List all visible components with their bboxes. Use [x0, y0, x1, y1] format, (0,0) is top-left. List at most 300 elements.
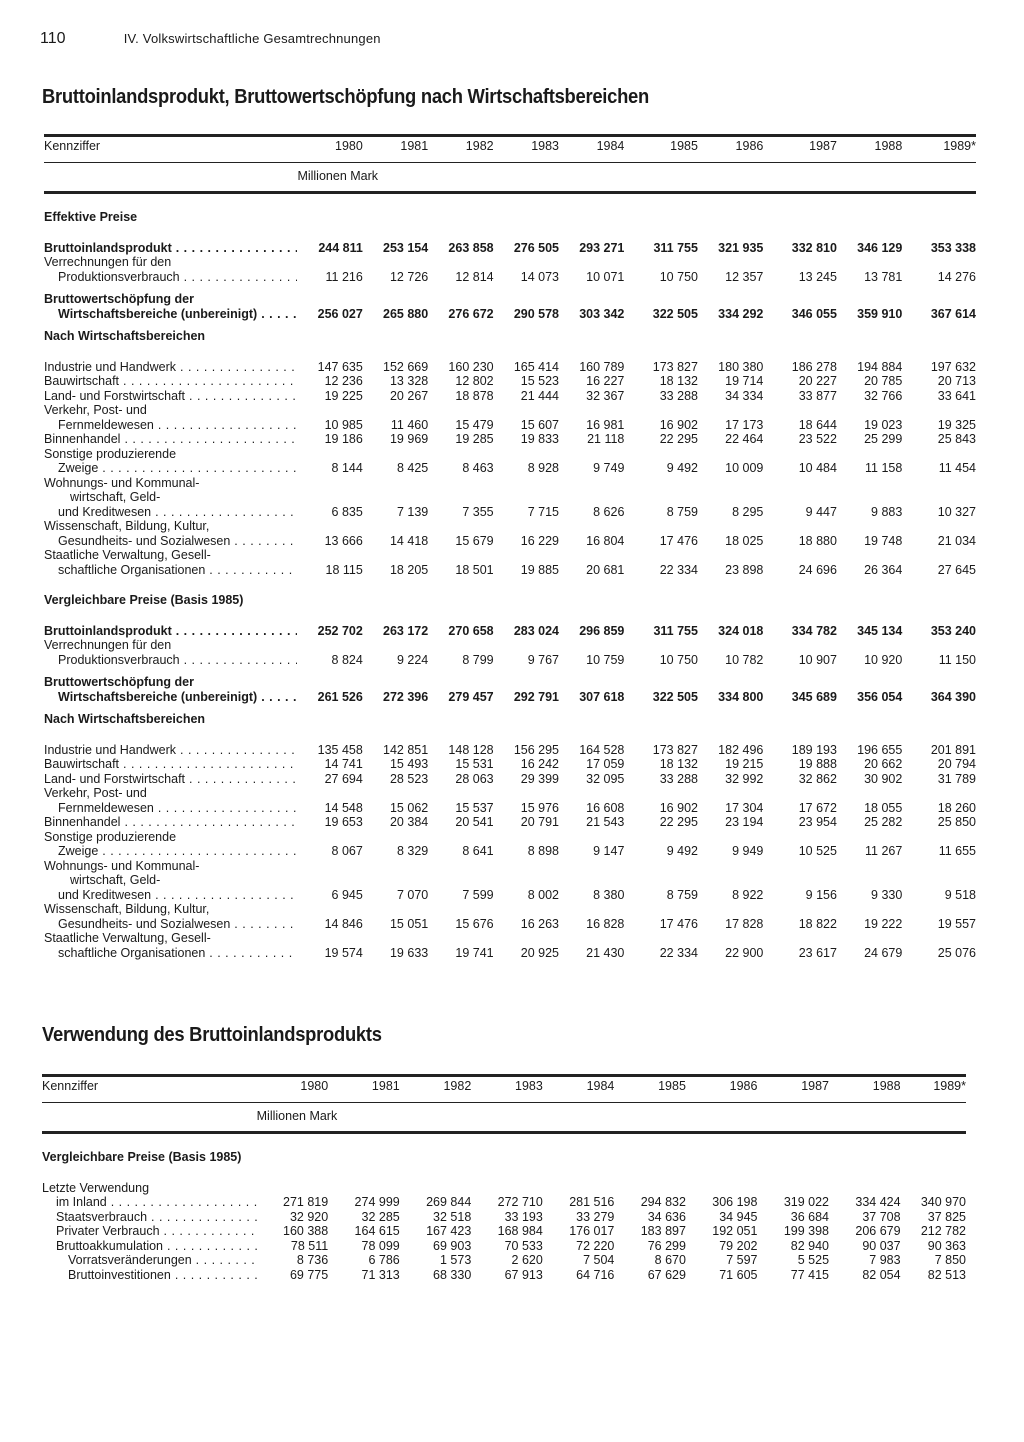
row-label: wirtschaft, Geld-: [70, 873, 161, 887]
cell-value: 272 710: [497, 1195, 543, 1209]
cell-value: 20 925: [520, 945, 559, 960]
cell-value: 8 144: [331, 461, 363, 475]
cell-value: 27 694: [324, 771, 363, 786]
row-label: Industrie und Handwerk . . .: [44, 743, 297, 758]
cell-value: 8 759: [666, 887, 698, 902]
cell-value: 19 885: [520, 562, 559, 577]
cell-value: 15 976: [520, 800, 559, 815]
subsection-heading: Nach Wirtschaftsbereichen: [44, 712, 206, 726]
cell-value: 19 888: [798, 757, 837, 771]
cell-value: 8 922: [732, 887, 764, 902]
cell-value: 176 017: [569, 1224, 615, 1238]
cell-value: 261 526: [317, 689, 363, 704]
cell-value: 32 518: [433, 1209, 472, 1224]
cell-value: 22 464: [725, 432, 764, 446]
cell-value: 21 118: [587, 432, 625, 446]
cell-value: 8 295: [732, 504, 764, 519]
year-header: 1984: [543, 1076, 615, 1103]
cell-value: 18 025: [725, 533, 764, 548]
cell-value: 160 230: [448, 359, 494, 374]
cell-value: 29 399: [520, 771, 559, 786]
cell-value: 34 334: [725, 388, 764, 403]
cell-value: 67 913: [504, 1267, 543, 1282]
row-label: Gesundheits- und Sozialwesen . . .: [44, 534, 297, 549]
cell-value: 90 037: [862, 1238, 901, 1253]
cell-value: 82 513: [927, 1267, 966, 1282]
cell-value: 20 662: [864, 757, 903, 771]
row-label: Wissenschaft, Bildung, Kultur,: [44, 902, 210, 916]
cell-value: 11 150: [938, 652, 976, 667]
cell-value: 18 132: [659, 757, 698, 771]
row-label: Verrechnungen für den: [44, 638, 172, 652]
cell-value: 16 981: [586, 417, 625, 432]
cell-value: 16 242: [520, 757, 559, 771]
table-row: [44, 403, 976, 432]
cell-value: 13 245: [798, 269, 837, 284]
cell-value: 19 215: [725, 757, 764, 771]
cell-value: 322 505: [652, 689, 698, 704]
cell-value: 173 827: [652, 359, 698, 374]
cell-value: 19 023: [864, 417, 903, 432]
row-label: wirtschaft, Geld-: [70, 490, 161, 504]
cell-value: 11 454: [938, 461, 976, 475]
cell-value: 9 156: [805, 887, 837, 902]
cell-value: 31 789: [937, 771, 976, 786]
cell-value: 13 666: [324, 533, 363, 548]
row-label: Bruttoakkumulation . . .: [42, 1239, 257, 1254]
running-head: IV. Volkswirtschaftliche Gesamtrechnungen: [123, 31, 381, 46]
section-title-verwendung: Verwendung des Bruttoinlandsprodukts: [42, 1024, 382, 1046]
row-label: Vorratsveränderungen . . .: [42, 1253, 257, 1268]
cell-value: 8 002: [527, 887, 559, 902]
cell-value: 303 342: [579, 306, 625, 321]
subsection-heading: Nach Wirtschaftsbereichen: [44, 329, 206, 343]
cell-value: 142 851: [383, 742, 429, 757]
cell-value: 306 198: [712, 1195, 758, 1209]
cell-value: 353 240: [930, 623, 976, 638]
cell-value: 194 884: [857, 359, 903, 374]
cell-value: 10 750: [659, 652, 698, 667]
cell-value: 311 755: [653, 623, 698, 638]
cell-value: 201 891: [930, 742, 976, 757]
cell-value: 13 328: [389, 374, 429, 388]
year-header: 1981: [363, 136, 428, 163]
cell-value: 18 501: [455, 562, 494, 577]
cell-value: 67 629: [647, 1267, 686, 1282]
cell-value: 19 969: [389, 432, 429, 446]
cell-value: 25 850: [937, 815, 976, 829]
cell-value: 8 626: [593, 504, 625, 519]
cell-value: 7 355: [462, 504, 494, 519]
cell-value: 8 463: [462, 461, 494, 475]
table-row: [42, 1181, 966, 1210]
year-header: 1986: [686, 1076, 758, 1103]
row-label: Land- und Forstwirtschaft . . .: [44, 772, 297, 787]
cell-value: 7 599: [462, 887, 494, 902]
cell-value: 20 541: [455, 815, 494, 829]
cell-value: 340 970: [920, 1195, 966, 1209]
cell-value: 345 689: [791, 689, 837, 704]
cell-value: 15 537: [455, 800, 494, 815]
cell-value: 6 945: [331, 887, 363, 902]
cell-value: 20 267: [389, 388, 429, 403]
cell-value: 33 193: [504, 1209, 543, 1224]
table-row: [44, 292, 976, 321]
cell-value: 199 398: [783, 1224, 830, 1238]
cell-value: 20 681: [586, 562, 625, 577]
kennziffer-label: Kennziffer: [44, 136, 297, 163]
cell-value: 10 920: [864, 652, 903, 667]
cell-value: 18 205: [389, 562, 429, 577]
cell-value: 272 396: [383, 689, 429, 704]
cell-value: 15 607: [520, 417, 559, 432]
cell-value: 34 945: [719, 1209, 758, 1224]
cell-value: 173 827: [652, 742, 698, 757]
cell-value: 10 759: [586, 652, 625, 667]
row-label: schaftliche Organisationen . . .: [44, 946, 297, 961]
row-label: Bruttowertschöpfung der: [44, 675, 194, 689]
unit-row: [42, 1102, 966, 1133]
table-row: [42, 1224, 966, 1239]
cell-value: 19 222: [864, 916, 903, 931]
cell-value: 20 794: [937, 757, 976, 771]
cell-value: 9 492: [666, 461, 698, 475]
cell-value: 32 862: [798, 771, 837, 786]
cell-value: 12 814: [455, 269, 494, 284]
cell-value: 17 476: [659, 533, 698, 548]
cell-value: 19 325: [937, 417, 976, 432]
cell-value: 12 726: [389, 269, 429, 284]
cell-value: 186 278: [791, 359, 837, 374]
cell-value: 12 802: [455, 374, 494, 388]
table-row: [44, 374, 976, 389]
cell-value: 334 292: [718, 306, 764, 321]
cell-value: 13 781: [864, 269, 903, 284]
cell-value: 9 447: [805, 504, 837, 519]
cell-value: 10 071: [586, 269, 625, 284]
cell-value: 294 832: [640, 1195, 686, 1209]
cell-value: 152 669: [383, 359, 429, 374]
cell-value: 76 299: [647, 1238, 686, 1253]
cell-value: 23 617: [798, 945, 837, 960]
cell-value: 23 898: [725, 562, 764, 577]
cell-value: 9 749: [593, 461, 625, 475]
year-header: 1986: [698, 136, 763, 163]
cell-value: 25 076: [937, 945, 976, 960]
cell-value: 12 236: [324, 374, 363, 388]
cell-value: 68 330: [433, 1267, 472, 1282]
cell-value: 356 054: [857, 689, 903, 704]
row-label: Wissenschaft, Bildung, Kultur,: [44, 519, 210, 533]
table-row: [44, 786, 976, 815]
cell-value: 15 523: [520, 374, 559, 388]
cell-value: 148 128: [448, 742, 494, 757]
row-label: und Kreditwesen . . .: [44, 505, 297, 520]
row-label: Produktionsverbrauch . . .: [44, 653, 297, 668]
cell-value: 307 618: [579, 689, 625, 704]
cell-value: 283 024: [513, 623, 559, 638]
cell-value: 167 423: [426, 1224, 472, 1238]
cell-value: 189 193: [791, 742, 837, 757]
row-label: Bruttoinlandsprodukt . . .: [44, 241, 297, 256]
unit-label: Millionen Mark: [297, 162, 976, 193]
cell-value: 265 880: [383, 306, 429, 321]
cell-value: 8 759: [666, 504, 698, 519]
cell-value: 8 670: [654, 1253, 686, 1267]
cell-value: 5 525: [797, 1253, 830, 1267]
cell-value: 11 216: [325, 269, 363, 284]
row-label: Bauwirtschaft . . .: [44, 374, 297, 389]
cell-value: 22 295: [659, 815, 698, 829]
cell-value: 367 614: [930, 306, 976, 321]
cell-value: 16 902: [659, 417, 698, 432]
cell-value: 16 229: [520, 533, 559, 548]
cell-value: 20 785: [864, 374, 903, 388]
cell-value: 32 920: [289, 1209, 329, 1224]
page-header: [40, 30, 381, 48]
cell-value: 334 800: [718, 689, 764, 704]
cell-value: 183 897: [640, 1224, 686, 1238]
table-row: [44, 830, 976, 859]
cell-value: 8 380: [593, 887, 625, 902]
section-heading: Vergleichbare Preise (Basis 1985): [42, 1150, 242, 1164]
cell-value: 296 859: [579, 623, 625, 638]
cell-value: 19 741: [455, 945, 494, 960]
cell-value: 22 334: [659, 562, 698, 577]
cell-value: 16 902: [659, 800, 698, 815]
cell-value: 26 364: [864, 562, 903, 577]
cell-value: 22 334: [659, 945, 698, 960]
unit-row: [44, 162, 976, 193]
cell-value: 334 424: [855, 1195, 901, 1209]
kennziffer-label: Kennziffer: [42, 1076, 257, 1103]
row-label: Binnenhandel . . .: [44, 815, 297, 830]
cell-value: 332 810: [791, 240, 837, 255]
cell-value: 6 835: [331, 504, 363, 519]
cell-value: 18 644: [798, 417, 837, 432]
cell-value: 23 522: [798, 432, 837, 446]
row-label: Wohnungs- und Kommunal-: [44, 475, 200, 490]
cell-value: 364 390: [930, 689, 976, 704]
cell-value: 7 983: [869, 1253, 901, 1267]
cell-value: 10 009: [725, 461, 764, 475]
cell-value: 19 833: [520, 432, 559, 446]
cell-value: 16 227: [586, 374, 625, 388]
cell-value: 19 574: [324, 945, 363, 960]
cell-value: 33 877: [798, 388, 837, 403]
cell-value: 346 055: [791, 306, 837, 321]
row-label: Binnenhandel . . .: [44, 432, 297, 447]
cell-value: 8 329: [396, 844, 429, 858]
table-row: [42, 1210, 966, 1225]
cell-value: 9 330: [871, 887, 903, 902]
cell-value: 64 716: [576, 1267, 615, 1282]
cell-value: 14 846: [324, 916, 363, 931]
cell-value: 7 715: [527, 504, 559, 519]
cell-value: 9 949: [732, 844, 764, 858]
cell-value: 353 338: [930, 240, 976, 255]
row-label: Bauwirtschaft . . .: [44, 757, 297, 772]
row-label: Privater Verbrauch . . .: [42, 1224, 257, 1239]
cell-value: 20 791: [520, 815, 559, 829]
row-label: Verkehr, Post- und: [44, 403, 147, 417]
row-label: Bruttowertschöpfung der: [44, 292, 194, 306]
cell-value: 8 928: [527, 461, 559, 475]
cell-value: 16 828: [586, 916, 625, 931]
cell-value: 279 457: [448, 689, 494, 704]
cell-value: 168 984: [497, 1224, 543, 1238]
cell-value: 9 767: [527, 652, 559, 667]
cell-value: 14 741: [324, 757, 363, 771]
cell-value: 160 789: [579, 359, 625, 374]
cell-value: 14 073: [520, 269, 559, 284]
page-number: 110: [40, 30, 66, 47]
table-row: [44, 255, 976, 284]
cell-value: 82 940: [790, 1238, 830, 1253]
cell-value: 19 225: [324, 388, 363, 403]
row-label: Staatliche Verwaltung, Gesell-: [44, 931, 211, 945]
cell-value: 8 641: [462, 844, 494, 858]
row-label: Land- und Forstwirtschaft . . .: [44, 389, 297, 404]
table-row: [44, 638, 976, 667]
cell-value: 9 224: [396, 652, 429, 667]
row-label: schaftliche Organisationen . . .: [44, 563, 297, 578]
cell-value: 19 633: [389, 945, 429, 960]
cell-value: 10 750: [659, 269, 698, 284]
cell-value: 135 458: [317, 742, 363, 757]
table-row: [44, 675, 976, 704]
section-heading: Vergleichbare Preise (Basis 1985): [44, 593, 244, 607]
cell-value: 15 676: [455, 916, 494, 931]
cell-value: 24 679: [864, 945, 903, 960]
table-row: [42, 1253, 966, 1268]
cell-value: 274 999: [354, 1195, 400, 1209]
table-row: [42, 1268, 966, 1283]
cell-value: 36 684: [790, 1209, 830, 1224]
cell-value: 17 304: [725, 800, 764, 815]
row-label: Bruttoinvestitionen . . .: [42, 1268, 257, 1283]
cell-value: 82 054: [862, 1267, 901, 1282]
cell-value: 7 504: [583, 1253, 615, 1267]
cell-value: 32 766: [864, 388, 903, 403]
table-row: [44, 241, 976, 256]
cell-value: 21 034: [937, 533, 976, 548]
cell-value: 78 099: [361, 1238, 400, 1253]
row-label: Wirtschaftsbereiche (unbereinigt) . . .: [44, 690, 297, 705]
cell-value: 37 825: [927, 1209, 966, 1224]
cell-value: 19 748: [864, 533, 903, 548]
table-row: [44, 624, 976, 639]
cell-value: 6 786: [368, 1253, 400, 1267]
row-label: Produktionsverbrauch . . .: [44, 270, 297, 285]
row-label: Zweige . . .: [44, 461, 297, 476]
table-row: [44, 432, 976, 447]
cell-value: 206 679: [855, 1224, 901, 1238]
row-label: Fernmeldewesen . . .: [44, 418, 297, 433]
table-row: [44, 859, 976, 903]
cell-value: 25 843: [937, 432, 976, 446]
year-header: 1984: [559, 136, 624, 163]
year-header: 1989*: [902, 136, 976, 163]
cell-value: 9 492: [666, 844, 698, 858]
cell-value: 77 415: [790, 1267, 830, 1282]
cell-value: 269 844: [426, 1195, 472, 1209]
year-header: 1985: [624, 136, 698, 163]
cell-value: 253 154: [383, 240, 429, 255]
cell-value: 7 597: [726, 1253, 758, 1267]
cell-value: 22 900: [725, 945, 764, 960]
cell-value: 7 139: [396, 504, 429, 519]
row-label: Fernmeldewesen . . .: [44, 801, 297, 816]
cell-value: 11 460: [390, 417, 429, 432]
cell-value: 9 147: [593, 844, 625, 858]
cell-value: 33 641: [937, 388, 976, 403]
cell-value: 276 505: [513, 240, 559, 255]
cell-value: 8 067: [331, 844, 363, 858]
cell-value: 164 528: [579, 742, 625, 757]
cell-value: 147 635: [317, 359, 363, 374]
cell-value: 346 129: [857, 240, 903, 255]
cell-value: 27 645: [937, 562, 976, 577]
cell-value: 263 172: [383, 623, 429, 638]
year-header: 1985: [614, 1076, 686, 1103]
table-row: [44, 931, 976, 960]
cell-value: 19 285: [455, 432, 494, 446]
cell-value: 8 799: [462, 652, 494, 667]
cell-value: 15 062: [389, 800, 429, 815]
cell-value: 345 134: [857, 623, 903, 638]
table-row: [44, 772, 976, 787]
cell-value: 324 018: [718, 623, 764, 638]
cell-value: 196 655: [857, 742, 903, 757]
cell-value: 293 271: [579, 240, 625, 255]
cell-value: 10 907: [798, 652, 837, 667]
cell-value: 23 194: [725, 815, 764, 829]
cell-value: 18 132: [659, 374, 698, 388]
cell-value: 14 418: [389, 533, 429, 548]
cell-value: 292 791: [513, 689, 559, 704]
cell-value: 244 811: [318, 240, 363, 255]
cell-value: 9 518: [944, 887, 976, 902]
row-label: Zweige . . .: [44, 844, 297, 859]
cell-value: 276 672: [448, 306, 494, 321]
cell-value: 319 022: [783, 1195, 830, 1209]
row-label: Letzte Verwendung: [42, 1180, 150, 1195]
cell-value: 15 051: [389, 916, 429, 931]
cell-value: 21 543: [586, 815, 625, 829]
cell-value: 33 288: [659, 771, 698, 786]
cell-value: 263 858: [448, 240, 494, 255]
cell-value: 10 525: [798, 844, 837, 858]
cell-value: 18 822: [798, 916, 837, 931]
row-label: Bruttoinlandsprodukt . . .: [44, 624, 297, 639]
section-heading: Effektive Preise: [44, 210, 138, 224]
cell-value: 17 059: [586, 757, 625, 771]
cell-value: 8 736: [296, 1253, 329, 1267]
cell-value: 15 493: [389, 757, 429, 771]
cell-value: 10 985: [324, 417, 363, 432]
cell-value: 32 367: [586, 388, 625, 403]
table-row: [44, 743, 976, 758]
cell-value: 334 782: [791, 623, 837, 638]
cell-value: 164 615: [354, 1224, 400, 1238]
cell-value: 19 557: [937, 916, 976, 931]
table-row: [44, 815, 976, 830]
cell-value: 256 027: [317, 306, 363, 321]
cell-value: 18 055: [864, 800, 903, 815]
cell-value: 34 636: [647, 1209, 686, 1224]
cell-value: 8 824: [331, 652, 363, 667]
